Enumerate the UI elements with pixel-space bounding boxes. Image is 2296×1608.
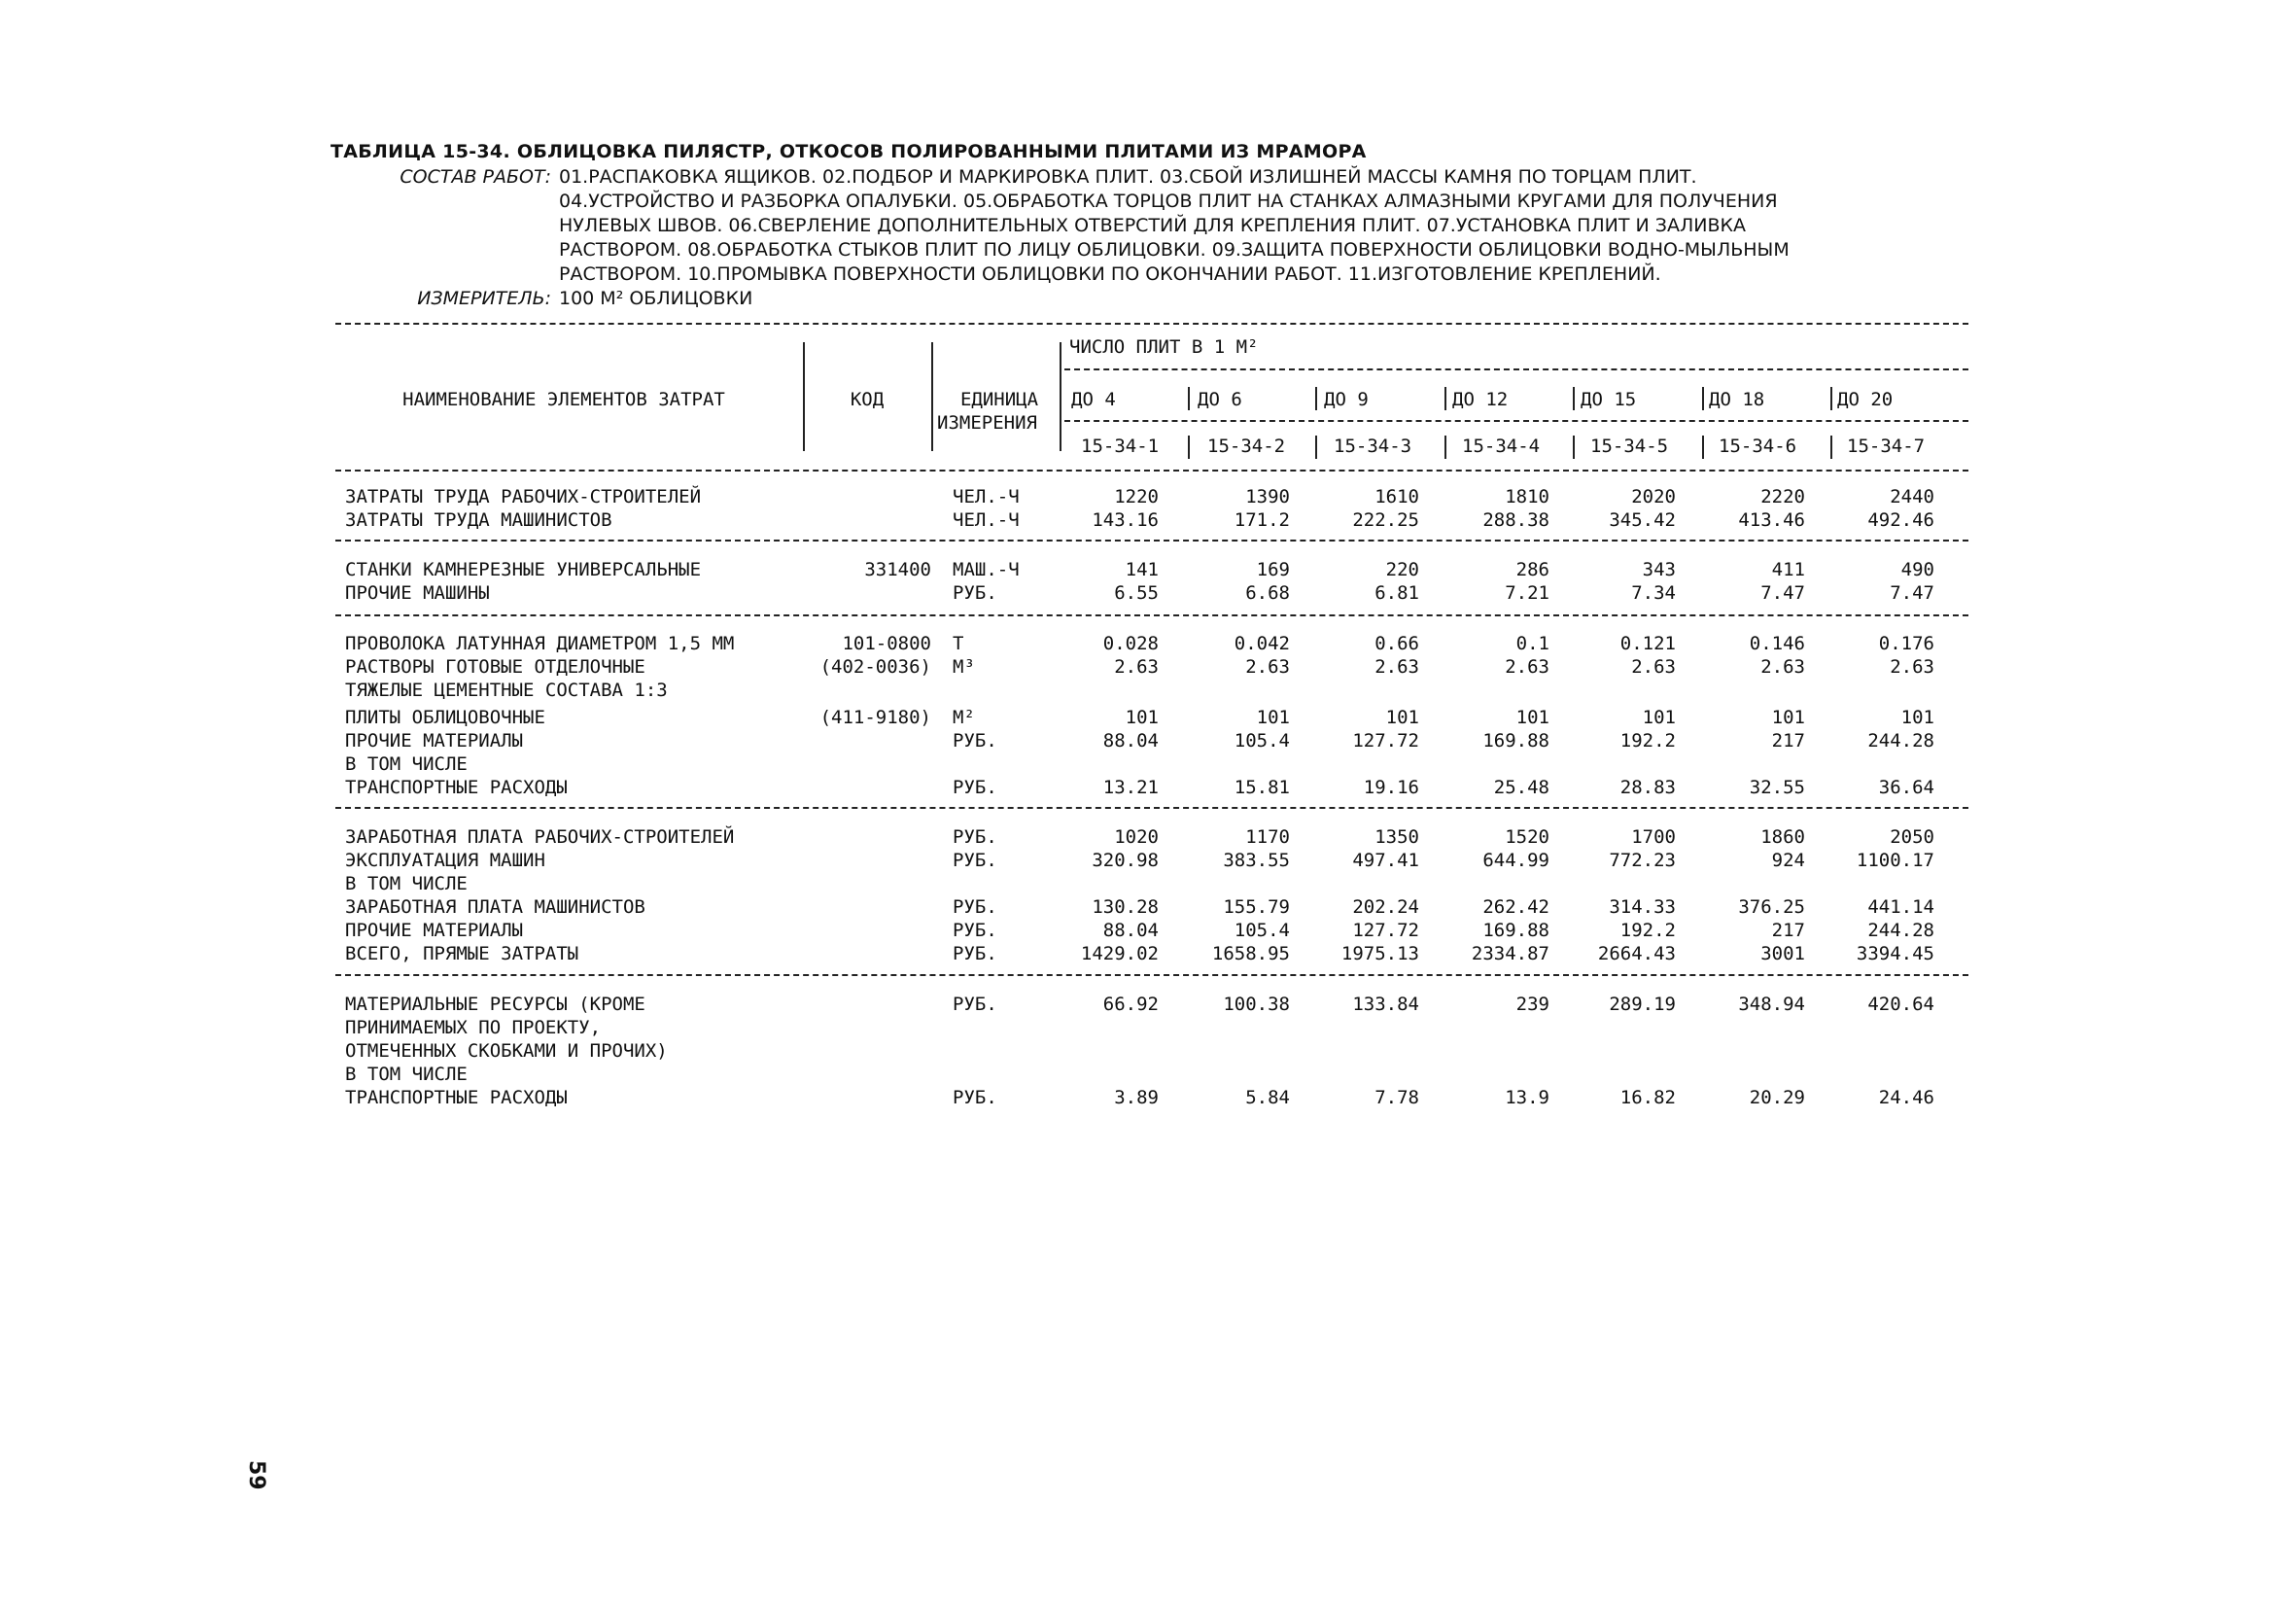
rule-line: [335, 614, 1968, 616]
column-separator: [803, 342, 805, 451]
row-value: 490: [1900, 559, 1934, 580]
row-unit: М²: [953, 707, 975, 728]
row-value: 192.2: [1619, 920, 1676, 941]
row-value: 0.1: [1515, 633, 1549, 654]
code-column-header: КОД: [850, 389, 885, 410]
row-value: 15.81: [1234, 777, 1290, 798]
measure-text: 100 М² ОБЛИЦОВКИ: [559, 288, 753, 309]
rule-line: [335, 323, 1968, 325]
row-value: 3.89: [1114, 1087, 1159, 1108]
row-value: 1860: [1760, 826, 1805, 848]
row-unit: РУБ.: [953, 920, 997, 941]
row-code: 331400: [864, 559, 931, 580]
row-value: 0.66: [1374, 633, 1419, 654]
row-value: 6.68: [1245, 582, 1290, 604]
row-value: 413.46: [1738, 509, 1805, 531]
row-value: 127.72: [1352, 730, 1419, 752]
row-value: 32.55: [1749, 777, 1805, 798]
row-value: 6.81: [1374, 582, 1419, 604]
column-separator: [1702, 387, 1704, 410]
rule-line: [335, 974, 1968, 976]
row-code: 101-0800: [842, 633, 931, 654]
table-title: ТАБЛИЦА 15-34. ОБЛИЦОВКА ПИЛЯСТР, ОТКОСОВ ПОЛИРОВАННЫМИ ПЛИТАМИ ИЗ МРАМОРА: [330, 141, 1367, 162]
row-value: 0.028: [1102, 633, 1159, 654]
row-value: 343: [1642, 559, 1676, 580]
row-unit: РУБ.: [953, 1087, 997, 1108]
row-value: 492.46: [1867, 509, 1934, 531]
row-name: ПРОЧИЕ МАШИНЫ: [345, 582, 490, 604]
row-value: 644.99: [1482, 850, 1549, 871]
row-value: 16.82: [1619, 1087, 1676, 1108]
range-column-header: ДО 18: [1709, 389, 1765, 410]
row-value: 2334.87: [1471, 943, 1549, 964]
row-value: 130.28: [1092, 896, 1159, 918]
row-unit: ЧЕЛ.-Ч: [953, 486, 1020, 507]
row-value: 217: [1771, 920, 1805, 941]
row-name: ВСЕГО, ПРЯМЫЕ ЗАТРАТЫ: [345, 943, 579, 964]
row-value: 244.28: [1867, 730, 1934, 752]
norm-code-header: 15-34-3: [1334, 436, 1412, 457]
row-value: 36.64: [1878, 777, 1934, 798]
row-value: 0.176: [1878, 633, 1934, 654]
row-value: 1220: [1114, 486, 1159, 507]
rule-line: [1064, 420, 1968, 422]
row-value: 1350: [1374, 826, 1419, 848]
row-name: ЗАТРАТЫ ТРУДА МАШИНИСТОВ: [345, 509, 612, 531]
column-separator: [1060, 342, 1061, 451]
norm-code-header: 15-34-5: [1590, 436, 1669, 457]
row-unit: М³: [953, 656, 975, 678]
row-value: 3001: [1760, 943, 1805, 964]
row-value: 314.33: [1609, 896, 1676, 918]
row-unit: РУБ.: [953, 582, 997, 604]
row-unit: РУБ.: [953, 777, 997, 798]
row-value: 155.79: [1223, 896, 1290, 918]
row-name: ЗАТРАТЫ ТРУДА РАБОЧИХ-СТРОИТЕЛЕЙ: [345, 486, 702, 507]
range-column-header: ДО 15: [1581, 389, 1637, 410]
row-value: 202.24: [1352, 896, 1419, 918]
row-value: 6.55: [1114, 582, 1159, 604]
row-value: 7.47: [1760, 582, 1805, 604]
row-value: 13.9: [1505, 1087, 1549, 1108]
range-column-header: ДО 4: [1071, 389, 1116, 410]
row-value: 101: [1900, 707, 1934, 728]
row-unit: РУБ.: [953, 826, 997, 848]
row-value: 289.19: [1609, 994, 1676, 1015]
row-name: СТАНКИ КАМНЕРЕЗНЫЕ УНИВЕРСАЛЬНЫЕ: [345, 559, 702, 580]
norm-code-header: 15-34-6: [1719, 436, 1797, 457]
row-value: 1810: [1505, 486, 1549, 507]
row-value: 1390: [1245, 486, 1290, 507]
row-value: 24.46: [1878, 1087, 1934, 1108]
row-value: 345.42: [1609, 509, 1676, 531]
row-unit: РУБ.: [953, 896, 997, 918]
unit-column-header-2: ИЗМЕРЕНИЯ: [937, 412, 1037, 434]
row-value: 25.48: [1493, 777, 1549, 798]
row-name: ЗАРАБОТНАЯ ПЛАТА МАШИНИСТОВ: [345, 896, 645, 918]
row-name: ОТМЕЧЕННЫХ СКОБКАМИ И ПРОЧИХ): [345, 1040, 668, 1062]
row-value: 171.2: [1234, 509, 1290, 531]
row-value: 7.47: [1890, 582, 1934, 604]
row-value: 192.2: [1619, 730, 1676, 752]
row-value: 7.78: [1374, 1087, 1419, 1108]
row-value: 0.121: [1619, 633, 1676, 654]
row-value: 924: [1771, 850, 1805, 871]
row-name: ТРАНСПОРТНЫЕ РАСХОДЫ: [345, 777, 568, 798]
row-value: 2020: [1631, 486, 1676, 507]
row-value: 105.4: [1234, 730, 1290, 752]
row-value: 1170: [1245, 826, 1290, 848]
row-value: 2.63: [1245, 656, 1290, 678]
row-value: 105.4: [1234, 920, 1290, 941]
row-value: 100.38: [1223, 994, 1290, 1015]
unit-column-header: ЕДИНИЦА: [959, 389, 1039, 410]
range-column-header: ДО 12: [1452, 389, 1509, 410]
row-value: 2050: [1890, 826, 1934, 848]
rule-line: [335, 807, 1968, 809]
row-value: 7.21: [1505, 582, 1549, 604]
row-name: ТЯЖЕЛЫЕ ЦЕМЕНТНЫЕ СОСТАВА 1:3: [345, 680, 668, 701]
row-value: 244.28: [1867, 920, 1934, 941]
row-value: 1100.17: [1856, 850, 1934, 871]
row-value: 2.63: [1760, 656, 1805, 678]
row-value: 7.34: [1631, 582, 1676, 604]
row-name: ПРОЧИЕ МАТЕРИАЛЫ: [345, 730, 524, 752]
row-value: 3394.45: [1856, 943, 1934, 964]
row-value: 288.38: [1482, 509, 1549, 531]
rule-line: [335, 470, 1968, 472]
row-value: 2440: [1890, 486, 1934, 507]
composition-label: СОСТАВ РАБОТ:: [400, 166, 551, 188]
row-value: 420.64: [1867, 994, 1934, 1015]
row-name: ТРАНСПОРТНЫЕ РАСХОДЫ: [345, 1087, 568, 1108]
row-name: В ТОМ ЧИСЛЕ: [345, 873, 468, 894]
row-name: ПРОЧИЕ МАТЕРИАЛЫ: [345, 920, 524, 941]
row-value: 1020: [1114, 826, 1159, 848]
rule-line: [1064, 368, 1968, 370]
column-separator: [931, 342, 933, 451]
row-value: 141: [1125, 559, 1159, 580]
norm-code-header: 15-34-7: [1847, 436, 1926, 457]
row-value: 66.92: [1102, 994, 1159, 1015]
plates-group-header: ЧИСЛО ПЛИТ В 1 М²: [1069, 336, 1259, 358]
row-value: 143.16: [1092, 509, 1159, 531]
row-name: ЭКСПЛУАТАЦИЯ МАШИН: [345, 850, 545, 871]
table-header-block: [330, 140, 1983, 311]
row-value: 5.84: [1245, 1087, 1290, 1108]
row-value: 217: [1771, 730, 1805, 752]
measure-label: ИЗМЕРИТЕЛЬ:: [417, 288, 551, 309]
row-value: 286: [1515, 559, 1549, 580]
row-name: ПЛИТЫ ОБЛИЦОВОЧНЫЕ: [345, 707, 545, 728]
row-value: 1658.95: [1211, 943, 1290, 964]
row-unit: МАШ.-Ч: [953, 559, 1020, 580]
row-value: 441.14: [1867, 896, 1934, 918]
row-name: ЗАРАБОТНАЯ ПЛАТА РАБОЧИХ-СТРОИТЕЛЕЙ: [345, 826, 735, 848]
row-value: 1700: [1631, 826, 1676, 848]
row-unit: РУБ.: [953, 730, 997, 752]
row-value: 411: [1771, 559, 1805, 580]
norm-code-header: 15-34-2: [1207, 436, 1286, 457]
row-value: 497.41: [1352, 850, 1419, 871]
row-value: 1429.02: [1080, 943, 1159, 964]
row-value: 2664.43: [1597, 943, 1676, 964]
row-value: 376.25: [1738, 896, 1805, 918]
column-separator: [1444, 436, 1446, 459]
row-value: 220: [1385, 559, 1419, 580]
row-value: 2220: [1760, 486, 1805, 507]
row-value: 169.88: [1482, 920, 1549, 941]
row-value: 101: [1125, 707, 1159, 728]
row-value: 88.04: [1102, 730, 1159, 752]
row-code: (402-0036): [819, 656, 931, 678]
name-column-header: НАИМЕНОВАНИЕ ЭЛЕМЕНТОВ ЗАТРАТ: [402, 389, 725, 410]
row-unit: РУБ.: [953, 850, 997, 871]
row-name: В ТОМ ЧИСЛЕ: [345, 1064, 468, 1085]
row-name: МАТЕРИАЛЬНЫЕ РЕСУРСЫ (КРОМЕ: [345, 994, 645, 1015]
range-column-header: ДО 20: [1837, 389, 1894, 410]
column-separator: [1830, 387, 1832, 410]
column-separator: [1573, 436, 1575, 459]
column-separator: [1573, 387, 1575, 410]
row-unit: РУБ.: [953, 994, 997, 1015]
row-value: 2.63: [1114, 656, 1159, 678]
row-name: ПРОВОЛОКА ЛАТУННАЯ ДИАМЕТРОМ 1,5 ММ: [345, 633, 735, 654]
row-value: 19.16: [1363, 777, 1419, 798]
row-value: 169.88: [1482, 730, 1549, 752]
rule-line: [335, 540, 1968, 542]
row-name: В ТОМ ЧИСЛЕ: [345, 753, 468, 775]
row-value: 20.29: [1749, 1087, 1805, 1108]
row-value: 101: [1515, 707, 1549, 728]
composition-text: 01.РАСПАКОВКА ЯЩИКОВ. 02.ПОДБОР И МАРКИРОВКА ПЛИТ. 03.СБОЙ ИЗЛИШНЕЙ МАССЫ КАМНЯ ПО ТОРЦАМ ПЛИТ. 04.УСТРОЙСТВО И РАЗБОРКА ОПАЛУБКИ. 05.ОБРАБОТКА ТОРЦОВ ПЛИТ НА СТАНКАХ АЛМАЗНЫМИ КРУГАМИ ДЛЯ ПОЛУЧЕНИЯ НУЛЕВЫХ ШВОВ. 06.СВЕРЛЕНИЕ ДОПОЛНИТЕЛЬНЫХ ОТВЕРСТИЙ ДЛЯ КРЕПЛЕНИЯ ПЛИТ. 07.УСТАНОВКА ПЛИТ И ЗАЛИВКА РАСТВОРОМ. 08.ОБРАБОТКА СТЫКОВ ПЛИТ ПО ЛИЦУ ОБЛИЦОВКИ. 09.ЗАЩИТА ПОВЕРХНОСТИ ОБЛИЦОВКИ ВОДНО-МЫЛЬНЫМ РАСТВОРОМ. 10.ПРОМЫВКА ПОВЕРХНОСТИ ОБЛИЦОВКИ ПО ОКОНЧАНИИ РАБОТ. 11.ИЗГОТОВЛЕНИЕ КРЕПЛЕНИЙ.: [559, 166, 1790, 285]
row-value: 2.63: [1631, 656, 1676, 678]
row-value: 127.72: [1352, 920, 1419, 941]
row-value: 101: [1385, 707, 1419, 728]
row-value: 169: [1256, 559, 1290, 580]
range-column-header: ДО 9: [1324, 389, 1369, 410]
page-number: 59: [244, 1460, 268, 1490]
norm-code-header: 15-34-4: [1462, 436, 1541, 457]
row-value: 133.84: [1352, 994, 1419, 1015]
column-separator: [1702, 436, 1704, 459]
row-value: 1520: [1505, 826, 1549, 848]
row-value: 348.94: [1738, 994, 1805, 1015]
row-value: 2.63: [1505, 656, 1549, 678]
row-value: 28.83: [1619, 777, 1676, 798]
row-value: 0.146: [1749, 633, 1805, 654]
row-value: 0.042: [1234, 633, 1290, 654]
column-separator: [1830, 436, 1832, 459]
row-value: 1975.13: [1340, 943, 1419, 964]
column-separator: [1188, 387, 1190, 410]
column-separator: [1315, 387, 1317, 410]
row-value: 88.04: [1102, 920, 1159, 941]
row-value: 239: [1515, 994, 1549, 1015]
column-separator: [1444, 387, 1446, 410]
work-composition: [330, 165, 1983, 287]
row-code: (411-9180): [819, 707, 931, 728]
range-column-header: ДО 6: [1198, 389, 1242, 410]
row-value: 1610: [1374, 486, 1419, 507]
row-unit: РУБ.: [953, 943, 997, 964]
measure-unit: [330, 287, 1983, 311]
row-value: 2.63: [1890, 656, 1934, 678]
row-value: 101: [1642, 707, 1676, 728]
row-value: 772.23: [1609, 850, 1676, 871]
row-value: 101: [1771, 707, 1805, 728]
row-unit: ЧЕЛ.-Ч: [953, 509, 1020, 531]
row-name: ПРИНИМАЕМЫХ ПО ПРОЕКТУ,: [345, 1017, 602, 1038]
row-unit: Т: [953, 633, 964, 654]
row-value: 383.55: [1223, 850, 1290, 871]
row-value: 2.63: [1374, 656, 1419, 678]
row-value: 13.21: [1102, 777, 1159, 798]
row-value: 262.42: [1482, 896, 1549, 918]
row-name: РАСТВОРЫ ГОТОВЫЕ ОТДЕЛОЧНЫЕ: [345, 656, 645, 678]
row-value: 320.98: [1092, 850, 1159, 871]
row-value: 222.25: [1352, 509, 1419, 531]
norm-code-header: 15-34-1: [1081, 436, 1160, 457]
row-value: 101: [1256, 707, 1290, 728]
